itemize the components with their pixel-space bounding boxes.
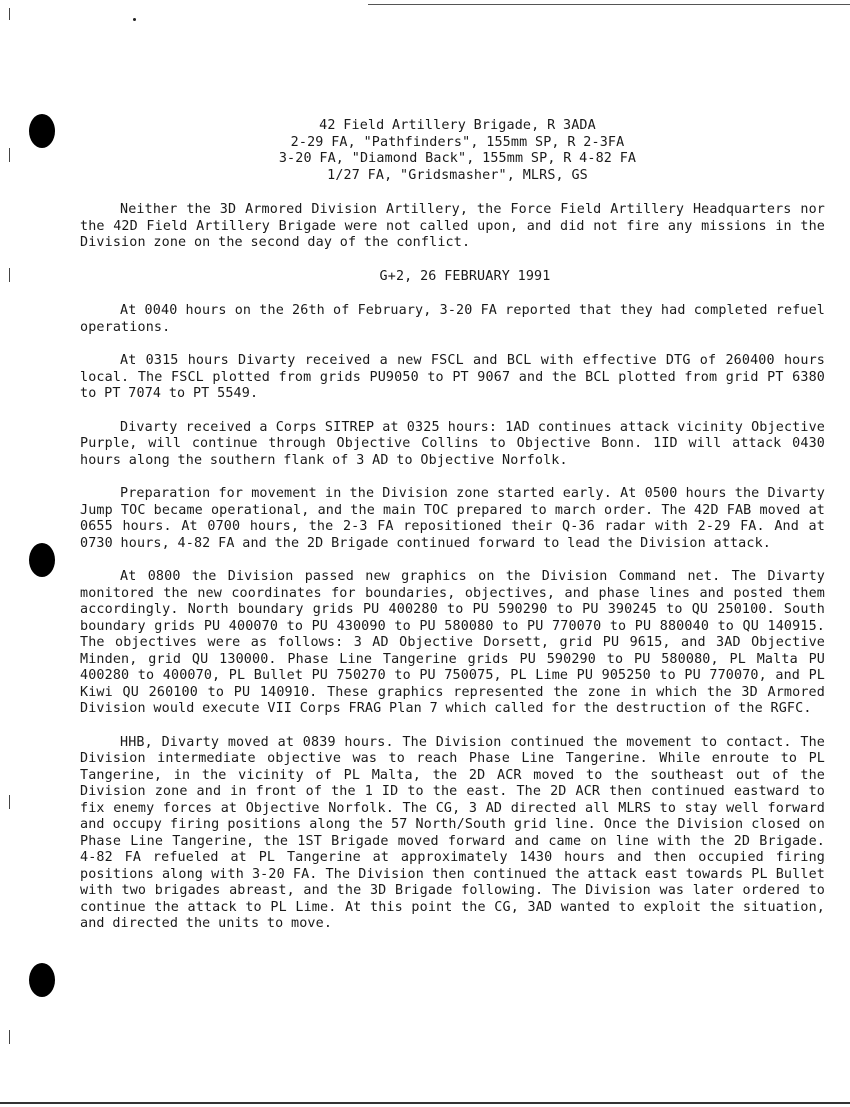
bottom-scan-rule: [0, 1102, 850, 1104]
paragraph-7: HHB, Divarty moved at 0839 hours. The Division continued the movement to contact. The Division intermediate objective was to reach Phase Line Tangerine. While enroute to PL Tangerine, in the vicinity of PL Malta, the 2D ACR moved to the southeast out of the Division zone and in front of the 1 ID to the east. The 2D ACR then continued eastward to fix enemy forces at Objective Norfolk. The CG, 3 AD directed all MLRS to stay well forward and occupy firing positions along the 57 North/South grid line. Once the Division closed on Phase Line Tangerine, the 1ST Brigade moved forward and came on line with the 2D Brigade. 4-82 FA refueled at PL Tangerine at approximately 1430 hours and then occupied firing positions along with 3-20 FA. The Division then continued the attack east towards PL Bullet with two brigades abreast, and the 3D Brigade following. The Division was later ordered to continue the attack to PL Lime. At this point the CG, 3AD wanted to exploit the situation, and directed the units to move.: [80, 734, 825, 931]
left-margin-tick: [9, 148, 10, 162]
unit-line: 2-29 FA, "Pathfinders", 155mm SP, R 2-3FA: [290, 134, 625, 150]
left-margin-tick: [9, 1030, 10, 1044]
punch-hole-middle: [29, 543, 55, 577]
unit-line: 42 Field Artillery Brigade, R 3ADA: [319, 118, 596, 133]
punch-hole-top: [29, 114, 55, 148]
left-margin-tick: [9, 8, 10, 20]
scan-speck: [133, 18, 136, 21]
left-margin-tick: [9, 268, 10, 282]
unit-line: 3-20 FA, "Diamond Back", 155mm SP, R 4-82 FA: [278, 151, 637, 166]
paragraph-6: At 0800 the Division passed new graphics on the Division Command net. The Divarty monitored the new coordinates for boundaries, objectives, and phase lines and posted them accordingly. North boundary grids PU 400280 to PU 590290 to PU 390245 to QU 250100. South boundary grids PU 400070 to PU 430090 to PU 580080 to PU 770070 to PU 880040 to QU 140915. The objectives were as follows: 3 AD Objective Dorsett, grid PU 9615, and 3AD Objective Minden, grid QU 130000. Phase Line Tangerine grids PU 590290 to PU 580080, PL Malta PU 400280 to 400070, PL Bullet PU 750270 to PU 750075, PL Lime PU 905250 to PU 770070, and PL Kiwi QU 260100 to PU 140910. These graphics represented the zone in which the 3D Armored Division would execute VII Corps FRAG Plan 7 which called for the destruction of the RGFC.: [80, 569, 825, 716]
document-body: [80, 118, 825, 950]
punch-hole-bottom: [29, 963, 55, 997]
top-scan-rule: [368, 4, 850, 5]
unit-line: 1/27 FA, "Gridsmasher", MLRS, GS: [327, 167, 588, 183]
date-heading: G+2, 26 FEBRUARY 1991: [379, 268, 551, 284]
paragraph-3: At 0315 hours Divarty received a new FSCL and BCL with effective DTG of 260400 hours local. The FSCL plotted from grids PU9050 to PT 9067 and the BCL plotted from grid PT 6380 to PT 7074 to PT 5549.: [80, 353, 825, 401]
left-margin-tick: [9, 795, 10, 809]
paragraph-1: Neither the 3D Armored Division Artillery, the Force Field Artillery Headquarters nor the 42D Field Artillery Brigade were not called upon, and did not fire any missions in the Division zone on the second day of the conflict.: [80, 202, 825, 250]
paragraph-5: Preparation for movement in the Division zone started early. At 0500 hours the Divarty Jump TOC became operational, and the main TOC prepared to march order. The 42D FAB moved at 0655 hours. At 0700 hours, the 2-3 FA repositioned their Q-36 radar with 2-29 FA. And at 0730 hours, 4-82 FA and the 2D Brigade continued forward to lead the Division attack.: [80, 486, 825, 551]
paragraph-4: Divarty received a Corps SITREP at 0325 hours: 1AD continues attack vicinity Objective Purple, will continue through Objective Collins to Objective Bonn. 1ID will attack 0430 hours along the southern flank of 3 AD to Objective Norfolk.: [80, 419, 825, 468]
paragraph-2: At 0040 hours on the 26th of February, 3-20 FA reported that they had completed refuel operations.: [80, 303, 825, 335]
unit-list-header: [80, 118, 825, 184]
